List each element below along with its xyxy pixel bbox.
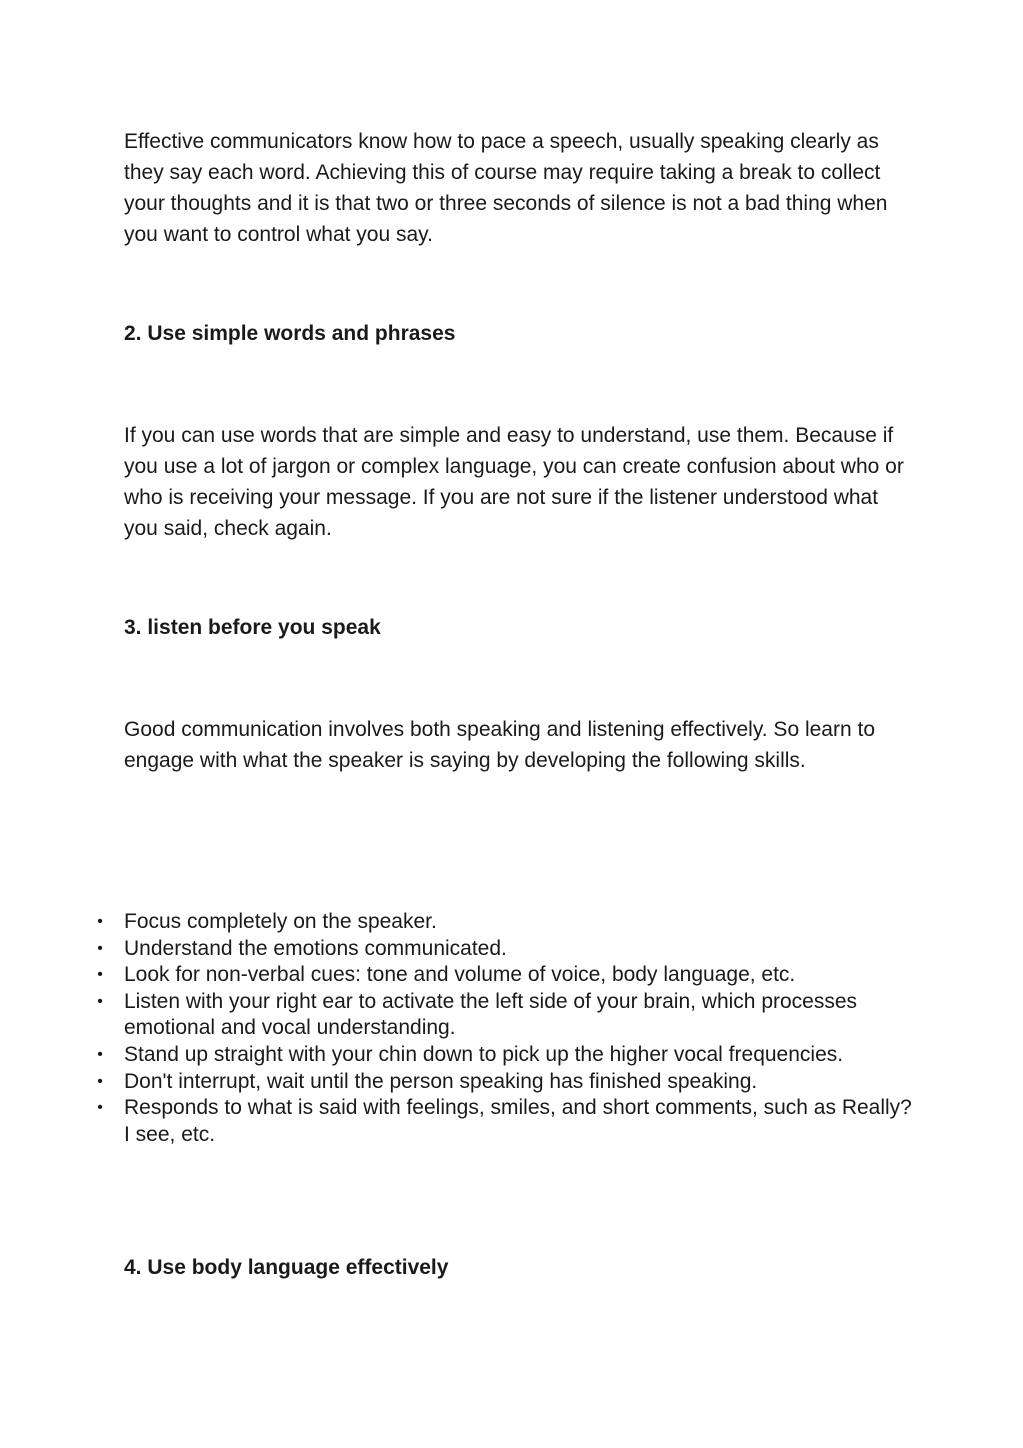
list-item-text: Don't interrupt, wait until the person speaking has finished speaking. <box>124 1069 758 1093</box>
list-item <box>97 962 914 989</box>
list-item <box>97 1095 914 1148</box>
list-item <box>97 909 914 936</box>
bullet-icon: • <box>97 992 103 1010</box>
list-item-text: Understand the emotions communicated. <box>124 936 507 960</box>
list-item <box>97 936 914 963</box>
list-item <box>97 1042 914 1069</box>
list-item-text: Stand up straight with your chin down to pick up the higher vocal frequencies. <box>124 1042 844 1066</box>
list-item <box>97 1069 914 1096</box>
heading-simple-words: 2. Use simple words and phrases <box>124 322 456 345</box>
bullet-icon: • <box>97 1072 103 1090</box>
listening-skills-list <box>97 909 914 1148</box>
list-item-text: Listen with your right ear to activate the left side of your brain, which processes emotional and vocal understanding. <box>124 989 858 1040</box>
list-item-text: Focus completely on the speaker. <box>124 910 437 933</box>
heading-listen: 3. listen before you speak <box>124 616 381 639</box>
list-item-text: Responds to what is said with feelings, smiles, and short comments, such as Really? I see, etc. <box>124 1096 912 1146</box>
bullet-icon: • <box>97 1045 103 1063</box>
bullet-icon: • <box>97 1099 103 1117</box>
bullet-icon: • <box>97 966 103 984</box>
heading-body-language: 4. Use body language effectively <box>124 1256 449 1279</box>
paragraph-pacing: Effective communicators know how to pace a speech, usually speaking clearly as they say each word. Achieving this of course may require taking a break to collect your thoughts and it is that two or three seconds of silence is not a bad thing when you want to control what you say. <box>124 130 888 246</box>
bullet-icon: • <box>97 913 103 930</box>
list-item-text: Look for non-verbal cues: tone and volume of voice, body language, etc. <box>124 963 796 987</box>
bullet-icon: • <box>97 939 103 957</box>
paragraph-simple-words: If you can use words that are simple and easy to understand, use them. Because if you use a lot of jargon or complex language, you can create confusion about who or who is receiving your message. If you are not sure if the listener understood what you said, check again. <box>124 424 904 540</box>
list-item <box>97 989 914 1042</box>
paragraph-listening: Good communication involves both speaking and listening effectively. So learn to engage with what the speaker is saying by developing the following skills. <box>124 718 875 772</box>
